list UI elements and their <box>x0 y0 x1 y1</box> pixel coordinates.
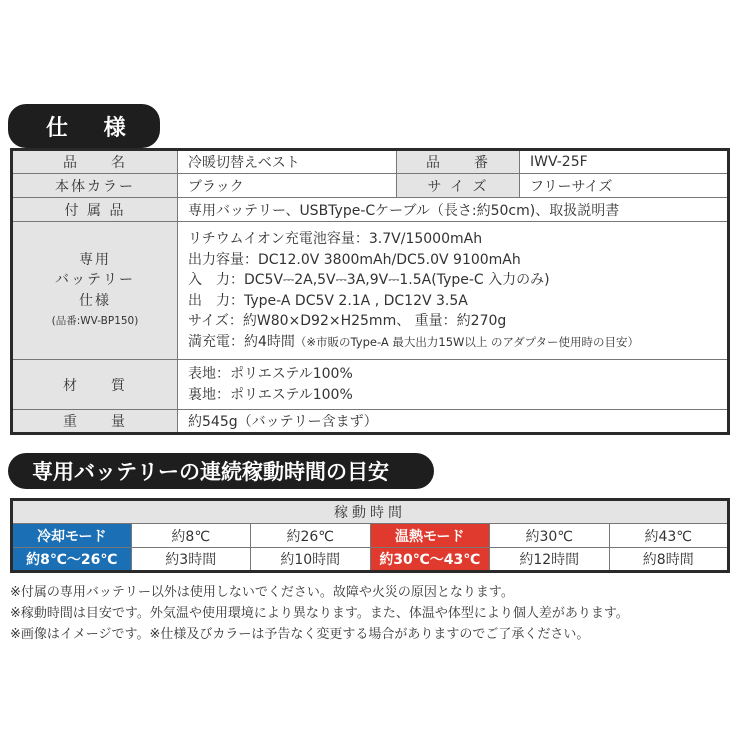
heat-time: 約8時間 <box>609 548 729 572</box>
cool-time: 約3時間 <box>131 548 251 572</box>
cool-temp: 約8℃ <box>131 524 251 548</box>
heat-temp: 約30℃ <box>490 524 610 548</box>
note: ※稼動時間は目安です。外気温や使用環境により異なります。また、体温や体型により個人差があります。 <box>10 606 629 621</box>
battery-label <box>12 222 178 360</box>
battery-line: リチウムイオン充電池容量：3.7V/15000mAh <box>188 231 483 247</box>
charge-time: 満充電：約4時間 <box>188 333 295 350</box>
battery-line: サイズ：約W80×D92×H25mm、 重量：約270g <box>188 313 507 329</box>
battery-line: 出力容量：DC12.0V 3800mAh/DC5.0V 9100mAh <box>188 251 521 268</box>
name-label: 品 名 <box>12 150 178 174</box>
table-row <box>12 360 729 410</box>
battery-model-number: (品番:WV-BP150) <box>51 315 139 327</box>
table-row <box>12 500 729 524</box>
note: ※付属の専用バッテリー以外は使用しないでください。故障や火災の原因となります。 <box>10 585 514 600</box>
model-value: IWV-25F <box>520 150 729 174</box>
table-row <box>12 198 729 222</box>
battery-line: 入 力：DC5V⎓2A,5V⎓3A,9V⎓1.5A(Type-C 入力のみ) <box>188 272 550 288</box>
material-line: 表地：ポリエステル100% <box>188 366 353 382</box>
cool-temp: 約26℃ <box>251 524 371 548</box>
name-value: 冷暖切替えベスト <box>178 150 397 174</box>
table-row <box>12 222 729 360</box>
accessories-label: 付 属 品 <box>12 198 178 222</box>
battery-line: 出 力：Type-A DC5V 2.1A , DC12V 3.5A <box>188 292 468 309</box>
heat-mode-label: 温熱モード <box>370 524 490 548</box>
material-value <box>178 360 729 410</box>
battery-label-line: バッテリー <box>55 272 135 288</box>
cool-range: 約8℃～26℃ <box>12 548 132 572</box>
table-row <box>12 548 729 572</box>
runtime-section-title: 専用バッテリーの連続稼動時間の目安 <box>8 453 434 489</box>
color-label: 本体カラー <box>12 174 178 198</box>
battery-label-line: 専用 <box>79 251 111 268</box>
cool-mode-label: 冷却モード <box>12 524 132 548</box>
spec-section-title: 仕 様 <box>8 104 160 148</box>
charge-note: （※市販のType-A 最大出力15W以上 のアダプター使用時の目安） <box>294 334 639 349</box>
model-label: 品 番 <box>397 150 520 174</box>
table-row <box>12 524 729 548</box>
weight-value: 約545g（バッテリー含まず） <box>178 410 729 434</box>
size-value: フリーサイズ <box>520 174 729 198</box>
note: ※画像はイメージです。※仕様及びカラーは予告なく変更する場合がありますのでご了承ください。 <box>10 627 590 642</box>
material-line: 裏地：ポリエステル100% <box>188 386 353 403</box>
accessories-value: 専用バッテリー、USBType-Cケーブル（長さ:約50cm)、取扱説明書 <box>178 198 729 222</box>
table-row <box>12 174 729 198</box>
size-label: サ イ ズ <box>397 174 520 198</box>
table-row <box>12 150 729 174</box>
runtime-header: 稼動時間 <box>12 500 729 524</box>
color-value: ブラック <box>178 174 397 198</box>
spec-table <box>10 148 730 435</box>
notes <box>10 582 629 645</box>
heat-temp: 約43℃ <box>609 524 729 548</box>
runtime-table <box>10 498 730 573</box>
battery-label-line: 仕様 <box>79 292 111 309</box>
battery-spec <box>178 222 729 360</box>
weight-label: 重 量 <box>12 410 178 434</box>
heat-time: 約12時間 <box>490 548 610 572</box>
table-row <box>12 410 729 434</box>
material-label: 材 質 <box>12 360 178 410</box>
heat-range: 約30℃～43℃ <box>370 548 490 572</box>
cool-time: 約10時間 <box>251 548 371 572</box>
